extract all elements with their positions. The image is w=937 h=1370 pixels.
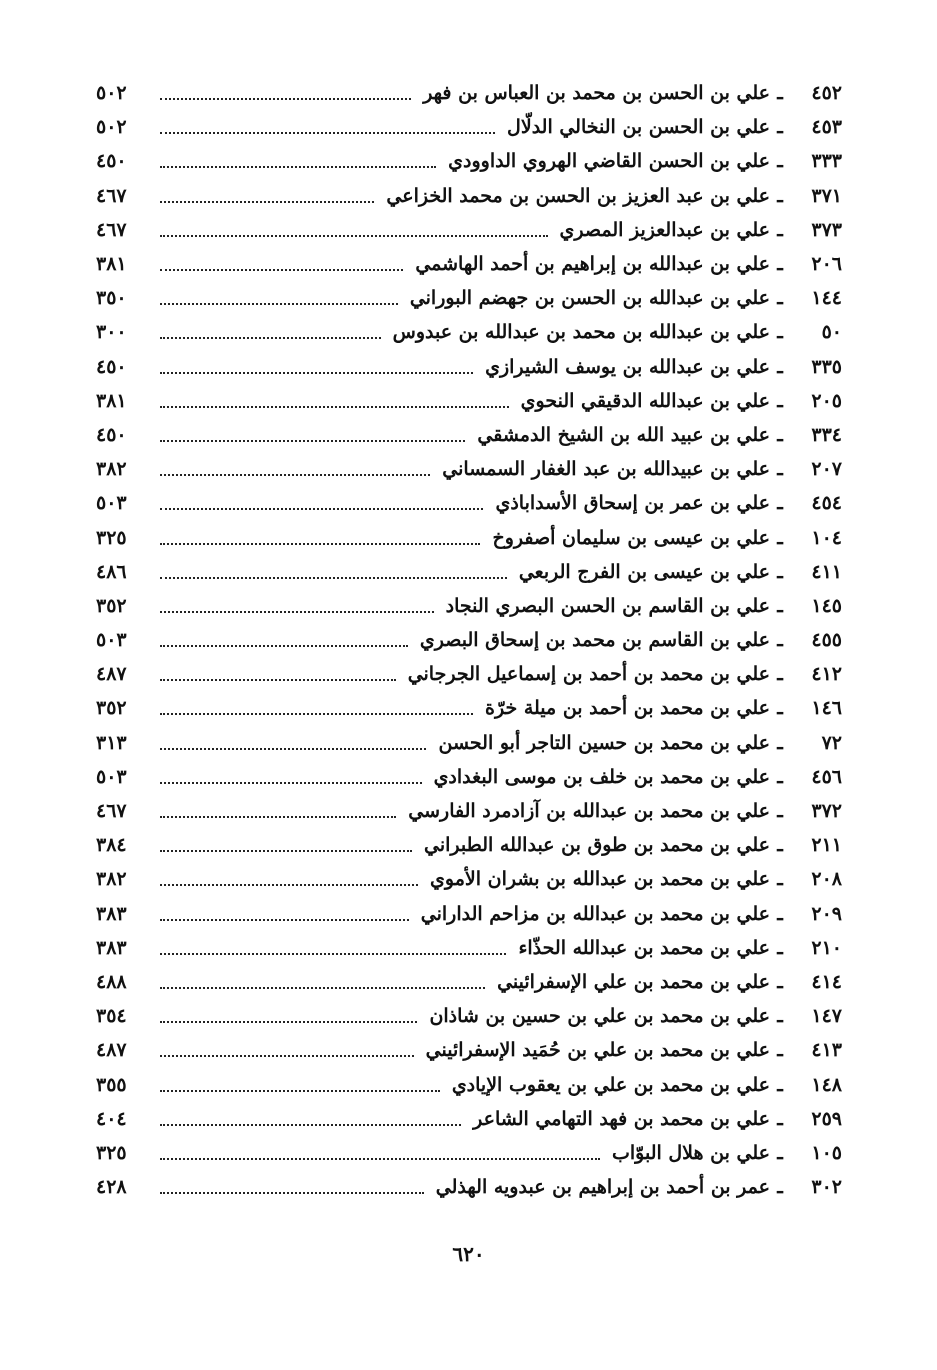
index-entry (96, 1136, 842, 1170)
entry-name: علي بن محمد بن عبدالله الحذّاء (518, 936, 770, 959)
dot-leader (160, 1021, 417, 1023)
entry-page-ref: ٣٨٣ (96, 936, 127, 959)
dot-leader (160, 1055, 414, 1057)
entry-number: ٣٧٢ (811, 800, 842, 823)
index-entry (96, 862, 842, 896)
entry-separator: ـ (777, 970, 783, 993)
index-entry (96, 76, 842, 110)
entry-page-ref: ٤٥٠ (96, 423, 127, 446)
entry-name: علي بن محمد بن حسين التاجر أبو الحسن (438, 731, 770, 754)
dot-leader (160, 577, 507, 579)
entry-page-ref: ٤٥٠ (96, 150, 127, 173)
index-entry (96, 657, 842, 691)
entry-separator: ـ (777, 594, 783, 617)
entry-name: علي بن محمد بن عبدالله بن آزادمرد الفارسي (408, 800, 770, 823)
entry-page-ref: ٥٠٢ (96, 116, 127, 139)
entry-name: علي بن عيسى بن سليمان أصفروخ (492, 526, 770, 549)
entry-name: علي بن محمد بن أحمد بن ميلة خرّة (485, 697, 770, 720)
entry-separator: ـ (777, 492, 783, 515)
index-entry (96, 213, 842, 247)
index-entry (96, 520, 842, 554)
entry-number: ٢٠٧ (811, 458, 842, 481)
entry-name: علي بن عبيد الله بن الشيخ الدمشقي (477, 423, 770, 446)
entry-name: علي بن محمد بن علي بن حُمَيد الإسفرائيني (425, 1039, 770, 1062)
index-entries-list (96, 76, 842, 1204)
entry-page-ref: ٣٢٥ (96, 1141, 127, 1164)
entry-number: ٣٣٣ (811, 150, 842, 173)
dot-leader (160, 748, 426, 750)
entry-page-ref: ٤٢٨ (96, 1176, 127, 1199)
entry-name: علي بن الحسن بن النخالي الدلّال (507, 116, 770, 139)
entry-number: ١٠٥ (811, 1141, 842, 1164)
entry-page-ref: ٤٦٧ (96, 800, 127, 823)
dot-leader (160, 713, 473, 715)
dot-leader (160, 1090, 440, 1092)
index-entry (96, 315, 842, 349)
entry-separator: ـ (777, 560, 783, 583)
dot-leader (160, 679, 396, 681)
index-entry (96, 1067, 842, 1101)
entry-name: علي بن محمد بن علي بن حسين بن شاذان (429, 1005, 770, 1028)
entry-name: علي بن الحسن بن محمد بن العباس بن فهر (423, 82, 770, 105)
entry-name: علي بن عبد العزيز بن الحسن بن محمد الخزاعي (386, 184, 770, 207)
entry-name: علي بن عبدالله بن الحسن بن جهضم البوراني (409, 287, 770, 310)
entry-name: علي بن محمد بن عبدالله بن مزاحم الداراني (420, 902, 770, 925)
dot-leader (160, 337, 381, 339)
entry-number: ٢٠٩ (811, 902, 842, 925)
entry-page-ref: ٤٦٧ (96, 218, 127, 241)
entry-separator: ـ (777, 184, 783, 207)
entry-separator: ـ (777, 800, 783, 823)
dot-leader (160, 850, 412, 852)
entry-number: ٣٣٥ (811, 355, 842, 378)
entry-page-ref: ٤٥٠ (96, 355, 127, 378)
entry-page-ref: ٣٥٢ (96, 697, 127, 720)
index-entry (96, 1033, 842, 1067)
entry-separator: ـ (777, 697, 783, 720)
entry-name: علي بن عبيدالله بن عبد الغفار السمساني (442, 458, 770, 481)
dot-leader (160, 816, 396, 818)
entry-separator: ـ (777, 458, 783, 481)
entry-number: ٣٣٤ (811, 423, 842, 446)
dot-leader (160, 235, 548, 237)
dot-leader (160, 440, 465, 442)
entry-page-ref: ٣١٣ (96, 731, 127, 754)
entry-name: علي بن محمد بن أحمد بن إسماعيل الجرجاني (407, 663, 770, 686)
entry-number: ١٤٥ (811, 594, 842, 617)
entry-page-ref: ٣٨٢ (96, 458, 127, 481)
index-entry (96, 726, 842, 760)
entry-separator: ـ (777, 150, 783, 173)
entry-name: علي بن محمد بن خلف بن موسى البغدادي (433, 765, 770, 788)
dot-leader (160, 782, 422, 784)
entry-number: ٢٠٨ (811, 868, 842, 891)
dot-leader (160, 884, 418, 886)
entry-page-ref: ٣٢٥ (96, 526, 127, 549)
entry-page-ref: ٥٠٢ (96, 82, 127, 105)
dot-leader (160, 508, 483, 510)
dot-leader (160, 303, 398, 305)
entry-number: ٧٢ (821, 731, 842, 754)
entry-number: ٤١١ (811, 560, 842, 583)
index-entry (96, 144, 842, 178)
entry-page-ref: ٣٨٤ (96, 834, 127, 857)
index-entry (96, 384, 842, 418)
dot-leader (160, 269, 403, 271)
dot-leader (160, 474, 430, 476)
entry-separator: ـ (777, 1039, 783, 1062)
entry-number: ٤٥٦ (811, 765, 842, 788)
entry-separator: ـ (777, 902, 783, 925)
entry-number: ٣٠٢ (811, 1176, 842, 1199)
entry-separator: ـ (777, 731, 783, 754)
entry-page-ref: ٤٨٦ (96, 560, 127, 583)
entry-name: علي بن القاسم بن الحسن البصري النجاد (445, 594, 770, 617)
dot-leader (160, 98, 411, 100)
page-number: ٦٢٠ (452, 1242, 485, 1266)
entry-page-ref: ٥٠٣ (96, 629, 127, 652)
index-entry (96, 281, 842, 315)
index-entry (96, 965, 842, 999)
entry-number: ٣٧٣ (811, 218, 842, 241)
entry-separator: ـ (777, 389, 783, 412)
index-entry (96, 623, 842, 657)
entry-name: علي بن القاسم بن محمد بن إسحاق البصري (419, 629, 770, 652)
index-entry (96, 110, 842, 144)
entry-number: ٤٥٥ (811, 629, 842, 652)
entry-name: علي بن عيسى بن الفرج الربعي (518, 560, 770, 583)
entry-name: علي بن عبدالله الدقيقي النحوي (520, 389, 770, 412)
entry-number: ٤٥٢ (811, 82, 842, 105)
entry-page-ref: ٤٨٧ (96, 663, 127, 686)
index-entry (96, 350, 842, 384)
entry-number: ٤١٣ (811, 1039, 842, 1062)
index-entry (96, 691, 842, 725)
entry-separator: ـ (777, 1005, 783, 1028)
index-entry (96, 1170, 842, 1204)
dot-leader (160, 645, 408, 647)
entry-separator: ـ (777, 1176, 783, 1199)
entry-name: علي بن عبدالله بن إبراهيم بن أحمد الهاشمي (415, 253, 770, 276)
dot-leader (160, 372, 473, 374)
entry-page-ref: ٣٥٥ (96, 1073, 127, 1096)
entry-number: ١٤٦ (811, 697, 842, 720)
entry-number: ١٠٤ (811, 526, 842, 549)
entry-name: علي بن الحسن القاضي الهروي الداوودي (448, 150, 770, 173)
entry-separator: ـ (777, 868, 783, 891)
entry-separator: ـ (777, 834, 783, 857)
dot-leader (160, 132, 495, 134)
entry-number: ٤٥٤ (811, 492, 842, 515)
index-entry (96, 589, 842, 623)
entry-number: ٤١٤ (811, 970, 842, 993)
entry-separator: ـ (777, 629, 783, 652)
index-entry (96, 452, 842, 486)
entry-separator: ـ (777, 82, 783, 105)
entry-page-ref: ٣٥٠ (96, 287, 127, 310)
entry-page-ref: ٥٠٣ (96, 492, 127, 515)
index-entry (96, 247, 842, 281)
entry-number: ١٤٨ (811, 1073, 842, 1096)
entry-number: ١٤٤ (811, 287, 842, 310)
entry-name: علي بن هلال البوّاب (611, 1141, 770, 1164)
index-entry (96, 794, 842, 828)
entry-separator: ـ (777, 1141, 783, 1164)
entry-number: ٢١٠ (811, 936, 842, 959)
index-entry (96, 555, 842, 589)
entry-page-ref: ٣٨٢ (96, 868, 127, 891)
dot-leader (160, 1124, 461, 1126)
entry-page-ref: ٥٠٣ (96, 765, 127, 788)
dot-leader (160, 406, 509, 408)
index-entry (96, 486, 842, 520)
entry-number: ٣٧١ (811, 184, 842, 207)
entry-separator: ـ (777, 1107, 783, 1130)
entry-separator: ـ (777, 287, 783, 310)
dot-leader (160, 166, 436, 168)
entry-separator: ـ (777, 253, 783, 276)
entry-page-ref: ٤٠٤ (96, 1107, 127, 1130)
entry-number: ٥٠ (821, 321, 842, 344)
entry-page-ref: ٣٠٠ (96, 321, 127, 344)
dot-leader (160, 1158, 600, 1160)
entry-separator: ـ (777, 1073, 783, 1096)
index-entry (96, 1102, 842, 1136)
entry-number: ٤٥٣ (811, 116, 842, 139)
index-entry (96, 179, 842, 213)
entry-separator: ـ (777, 423, 783, 446)
dot-leader (160, 543, 480, 545)
entry-number: ٢٥٩ (811, 1107, 842, 1130)
entry-name: علي بن عبدالعزيز المصري (559, 218, 770, 241)
index-entry (96, 760, 842, 794)
entry-page-ref: ٤٨٧ (96, 1039, 127, 1062)
entry-separator: ـ (777, 663, 783, 686)
entry-page-ref: ٣٨١ (96, 253, 127, 276)
entry-number: ٤١٢ (811, 663, 842, 686)
entry-name: عمر بن أحمد بن إبراهيم بن عبدويه الهذلي (435, 1176, 770, 1199)
entry-page-ref: ٤٦٧ (96, 184, 127, 207)
entry-name: علي بن محمد بن عبدالله بن بشران الأموي (430, 868, 770, 891)
entry-name: علي بن محمد بن فهد التهامي الشاعر (473, 1107, 770, 1130)
entry-name: علي بن محمد بن علي بن يعقوب الإيادي (451, 1073, 770, 1096)
dot-leader (160, 987, 485, 989)
dot-leader (160, 953, 506, 955)
index-entry (96, 897, 842, 931)
entry-separator: ـ (777, 936, 783, 959)
index-entry (96, 418, 842, 452)
entry-separator: ـ (777, 218, 783, 241)
entry-page-ref: ٣٥٢ (96, 594, 127, 617)
index-entry (96, 931, 842, 965)
entry-separator: ـ (777, 116, 783, 139)
dot-leader (160, 919, 409, 921)
entry-name: علي بن عبدالله بن محمد بن عبدالله بن عبدوس (392, 321, 770, 344)
dot-leader (160, 611, 434, 613)
entry-separator: ـ (777, 321, 783, 344)
entry-separator: ـ (777, 526, 783, 549)
dot-leader (160, 201, 374, 203)
entry-separator: ـ (777, 765, 783, 788)
entry-number: ١٤٧ (811, 1005, 842, 1028)
entry-name: علي بن محمد بن طوق بن عبدالله الطبراني (424, 834, 770, 857)
entry-separator: ـ (777, 355, 783, 378)
entry-name: علي بن محمد بن علي الإسفرائيني (497, 970, 770, 993)
entry-number: ٢١١ (811, 834, 842, 857)
entry-page-ref: ٣٥٤ (96, 1005, 127, 1028)
entry-number: ٢٠٦ (811, 253, 842, 276)
entry-name: علي بن عمر بن إسحاق الأسداباذي (495, 492, 770, 515)
dot-leader (160, 1192, 424, 1194)
entry-page-ref: ٤٨٨ (96, 970, 127, 993)
entry-name: علي بن عبدالله بن يوسف الشيرازي (485, 355, 770, 378)
index-entry (96, 999, 842, 1033)
entry-number: ٢٠٥ (811, 389, 842, 412)
index-entry (96, 828, 842, 862)
entry-page-ref: ٣٨٣ (96, 902, 127, 925)
entry-page-ref: ٣٨١ (96, 389, 127, 412)
